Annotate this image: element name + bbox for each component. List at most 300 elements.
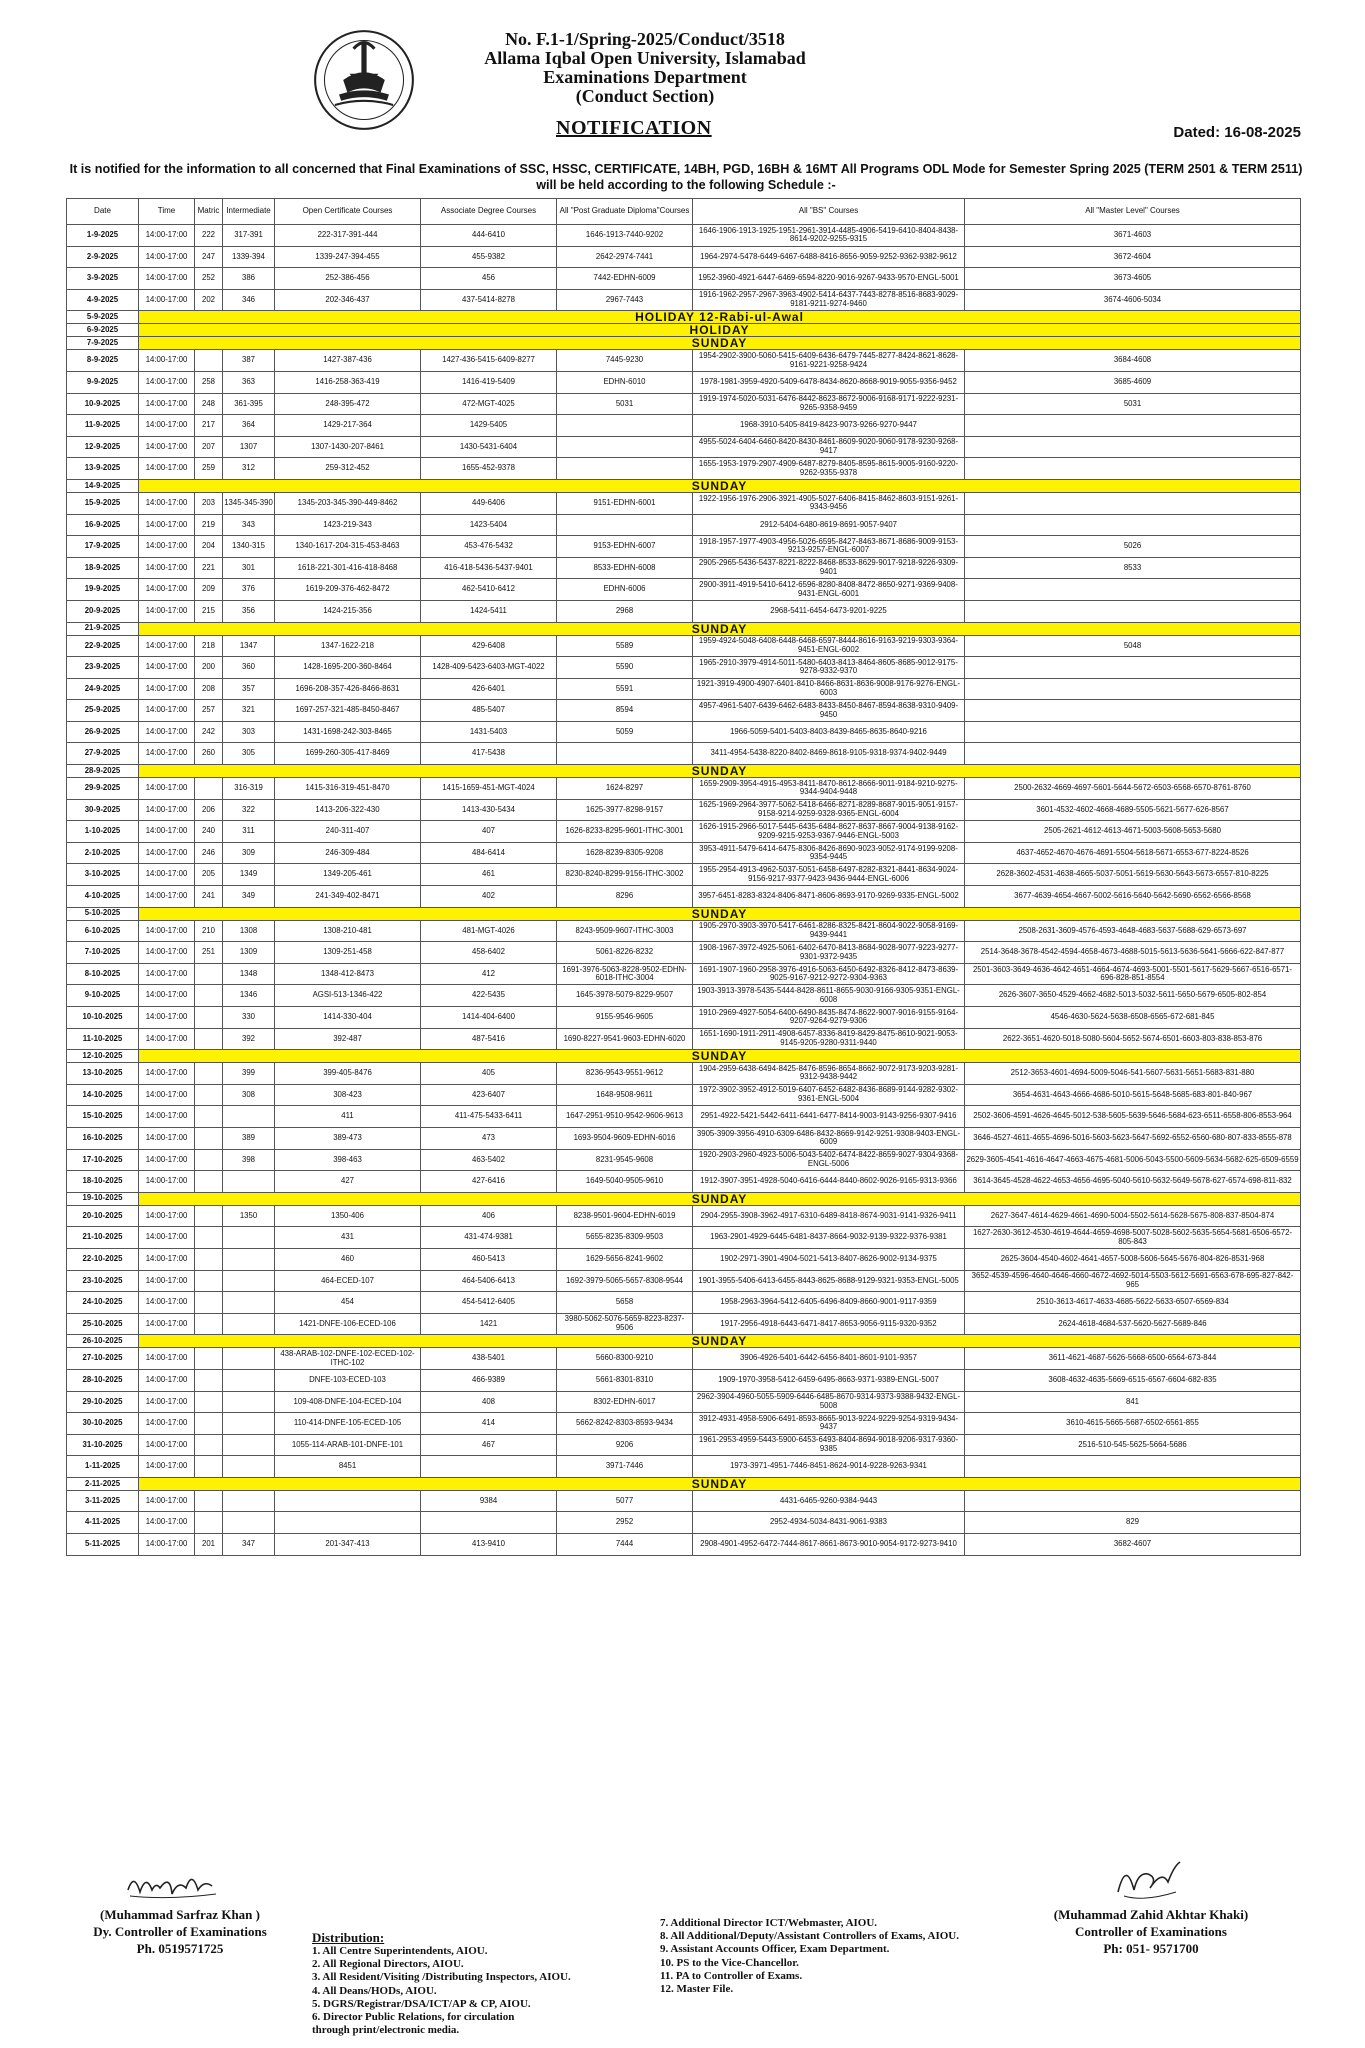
column-header: All "Post Graduate Diploma"Courses bbox=[557, 199, 693, 225]
time-cell: 14:00-17:00 bbox=[139, 678, 195, 700]
distribution-item: 4. All Deans/HODs, AIOU. bbox=[312, 1984, 437, 1997]
table-row bbox=[67, 1348, 1301, 1370]
intermediate-cell: 330 bbox=[223, 1007, 275, 1029]
date-cell: 22-10-2025 bbox=[67, 1248, 139, 1270]
matric-cell: 207 bbox=[195, 436, 223, 458]
table-row bbox=[67, 942, 1301, 964]
holiday-label: HOLIDAY 12-Rabi-ul-Awal bbox=[139, 311, 1301, 324]
bs-cell: 1919-1974-5020-5031-6476-8442-8623-8672-9006-9168-9171-9222-9231-9265-9358-9459 bbox=[693, 393, 965, 415]
date-cell: 21-9-2025 bbox=[67, 622, 139, 635]
table-row bbox=[67, 1106, 1301, 1128]
associate-degree-cell: 429-6408 bbox=[421, 635, 557, 657]
holiday-row bbox=[67, 1192, 1301, 1205]
holiday-row bbox=[67, 324, 1301, 337]
associate-degree-cell: 1427-436-5415-6409-8277 bbox=[421, 350, 557, 372]
signatory-controller bbox=[1006, 1906, 1296, 1957]
associate-degree-cell: 412 bbox=[421, 963, 557, 985]
open-certificate-cell: 8451 bbox=[275, 1456, 421, 1478]
distribution-item: 9. Assistant Accounts Officer, Exam Department. bbox=[660, 1943, 890, 1956]
table-row bbox=[67, 514, 1301, 536]
bs-cell: 3905-3909-3956-4910-6309-6486-8432-8669-9142-9251-9308-9403-ENGL-6009 bbox=[693, 1127, 965, 1149]
distribution-list-1 bbox=[312, 1945, 652, 2037]
associate-degree-cell: 423-6407 bbox=[421, 1084, 557, 1106]
time-cell: 14:00-17:00 bbox=[139, 514, 195, 536]
intermediate-cell: 1339-394 bbox=[223, 246, 275, 268]
bs-cell: 1954-2902-3900-5060-5415-6409-6436-6479-7445-8277-8424-8621-8628-9161-9221-9258-9424 bbox=[693, 350, 965, 372]
associate-degree-cell: 438-5401 bbox=[421, 1348, 557, 1370]
pgd-cell bbox=[557, 458, 693, 480]
open-certificate-cell bbox=[275, 1490, 421, 1512]
date-cell: 26-10-2025 bbox=[67, 1335, 139, 1348]
master-cell bbox=[965, 458, 1301, 480]
intermediate-cell bbox=[223, 1227, 275, 1249]
date-cell: 19-9-2025 bbox=[67, 579, 139, 601]
pgd-cell: 5031 bbox=[557, 393, 693, 415]
master-cell: 5026 bbox=[965, 536, 1301, 558]
intermediate-cell: 1340-315 bbox=[223, 536, 275, 558]
pgd-cell: 5590 bbox=[557, 657, 693, 679]
matric-cell: 203 bbox=[195, 492, 223, 514]
pgd-cell: 1691-3976-5063-8228-9502-EDHN-6018-ITHC-3004 bbox=[557, 963, 693, 985]
pgd-cell: 8238-9501-9604-EDHN-6019 bbox=[557, 1205, 693, 1227]
time-cell: 14:00-17:00 bbox=[139, 842, 195, 864]
table-row bbox=[67, 1490, 1301, 1512]
open-certificate-cell: 1348-412-8473 bbox=[275, 963, 421, 985]
date-cell: 25-9-2025 bbox=[67, 700, 139, 722]
open-certificate-cell: 1339-247-394-455 bbox=[275, 246, 421, 268]
date-cell: 11-9-2025 bbox=[67, 415, 139, 437]
table-row bbox=[67, 1434, 1301, 1456]
associate-degree-cell: 464-5406-6413 bbox=[421, 1270, 557, 1292]
pgd-cell: 1626-8233-8295-9601-ITHC-3001 bbox=[557, 821, 693, 843]
pgd-cell: 5061-8226-8232 bbox=[557, 942, 693, 964]
date-cell: 28-9-2025 bbox=[67, 765, 139, 778]
open-certificate-cell: 1424-215-356 bbox=[275, 600, 421, 622]
associate-degree-cell: 431-474-9381 bbox=[421, 1227, 557, 1249]
holiday-row bbox=[67, 479, 1301, 492]
matric-cell: 248 bbox=[195, 393, 223, 415]
associate-degree-cell: 427-6416 bbox=[421, 1171, 557, 1193]
pgd-cell: 7444 bbox=[557, 1534, 693, 1556]
distribution-item: 2. All Regional Directors, AIOU. bbox=[312, 1958, 464, 1971]
matric-cell: 241 bbox=[195, 886, 223, 908]
matric-cell: 221 bbox=[195, 557, 223, 579]
matric-cell: 260 bbox=[195, 743, 223, 765]
master-cell: 2502-3606-4591-4626-4645-5012-538-5605-5639-5646-5684-623-6511-6558-806-8553-964 bbox=[965, 1106, 1301, 1128]
matric-cell bbox=[195, 1028, 223, 1050]
associate-degree-cell: 1421 bbox=[421, 1313, 557, 1335]
distribution-item: 6. Director Public Relations, for circulation bbox=[312, 2011, 515, 2024]
notification-date: Dated: 16-08-2025 bbox=[1173, 124, 1301, 141]
master-cell: 3682-4607 bbox=[965, 1534, 1301, 1556]
column-header: Date bbox=[67, 199, 139, 225]
date-cell: 5-11-2025 bbox=[67, 1534, 139, 1556]
date-cell: 23-9-2025 bbox=[67, 657, 139, 679]
master-cell: 3610-4615-5665-5687-6502-6561-855 bbox=[965, 1413, 1301, 1435]
matric-cell bbox=[195, 1512, 223, 1534]
intermediate-cell bbox=[223, 1434, 275, 1456]
pgd-cell: 7442-EDHN-6009 bbox=[557, 268, 693, 290]
bs-cell: 3411-4954-5438-8220-8402-8469-8618-9105-9318-9374-9402-9449 bbox=[693, 743, 965, 765]
table-row bbox=[67, 600, 1301, 622]
date-cell: 1-10-2025 bbox=[67, 821, 139, 843]
time-cell: 14:00-17:00 bbox=[139, 289, 195, 311]
time-cell: 14:00-17:00 bbox=[139, 1127, 195, 1149]
bs-cell: 2952-4934-5034-8431-9061-9383 bbox=[693, 1512, 965, 1534]
matric-cell: 200 bbox=[195, 657, 223, 679]
table-row bbox=[67, 1227, 1301, 1249]
table-row bbox=[67, 579, 1301, 601]
matric-cell: 257 bbox=[195, 700, 223, 722]
intermediate-cell: 322 bbox=[223, 799, 275, 821]
time-cell: 14:00-17:00 bbox=[139, 600, 195, 622]
table-row bbox=[67, 743, 1301, 765]
matric-cell: 259 bbox=[195, 458, 223, 480]
table-row bbox=[67, 657, 1301, 679]
date-cell: 24-9-2025 bbox=[67, 678, 139, 700]
time-cell: 14:00-17:00 bbox=[139, 246, 195, 268]
pgd-cell: 3971-7446 bbox=[557, 1456, 693, 1478]
university-name: Allama Iqbal Open University, Islamabad bbox=[484, 48, 806, 68]
associate-degree-cell: 460-5413 bbox=[421, 1248, 557, 1270]
open-certificate-cell: 240-311-407 bbox=[275, 821, 421, 843]
bs-cell: 1625-1969-2964-3977-5062-5418-6466-8271-8289-8687-9015-9051-9157-9158-9214-9259-9328-9365-ENGL-6004 bbox=[693, 799, 965, 821]
bs-cell: 1905-2970-3903-3970-5417-6461-8286-8325-8421-8604-9022-9058-9169-9439-9441 bbox=[693, 920, 965, 942]
associate-degree-cell: 1430-5431-6404 bbox=[421, 436, 557, 458]
intermediate-cell: 363 bbox=[223, 371, 275, 393]
master-cell: 2514-3648-3678-4542-4594-4658-4673-4688-5015-5613-5636-5641-5666-622-847-877 bbox=[965, 942, 1301, 964]
date-cell: 18-9-2025 bbox=[67, 557, 139, 579]
associate-degree-cell: 484-6414 bbox=[421, 842, 557, 864]
matric-cell bbox=[195, 1369, 223, 1391]
date-cell: 6-9-2025 bbox=[67, 324, 139, 337]
table-row bbox=[67, 1456, 1301, 1478]
bs-cell: 1904-2959-6438-6494-8425-8476-8596-8654-8662-9072-9173-9203-9281-9312-9438-9442 bbox=[693, 1063, 965, 1085]
table-row bbox=[67, 557, 1301, 579]
table-row bbox=[67, 371, 1301, 393]
time-cell: 14:00-17:00 bbox=[139, 436, 195, 458]
master-cell bbox=[965, 743, 1301, 765]
pgd-cell: 1625-3977-8298-9157 bbox=[557, 799, 693, 821]
bs-cell: 1964-2974-5478-6449-6467-6488-8416-8656-9059-9252-9362-9382-9612 bbox=[693, 246, 965, 268]
intermediate-cell: 343 bbox=[223, 514, 275, 536]
matric-cell bbox=[195, 1007, 223, 1029]
table-row bbox=[67, 920, 1301, 942]
date-cell: 13-10-2025 bbox=[67, 1063, 139, 1085]
intermediate-cell: 392 bbox=[223, 1028, 275, 1050]
matric-cell bbox=[195, 1434, 223, 1456]
pgd-cell bbox=[557, 415, 693, 437]
holiday-row bbox=[67, 1335, 1301, 1348]
time-cell: 14:00-17:00 bbox=[139, 1106, 195, 1128]
pgd-cell: 5059 bbox=[557, 721, 693, 743]
bs-cell: 1651-1690-1911-2911-4908-6457-8336-8419-8429-8475-8610-9021-9053-9145-9205-9280-9311-9440 bbox=[693, 1028, 965, 1050]
master-cell: 2627-3647-4614-4629-4661-4690-5004-5502-5614-5628-5675-808-837-8504-874 bbox=[965, 1205, 1301, 1227]
matric-cell: 242 bbox=[195, 721, 223, 743]
date-cell: 12-9-2025 bbox=[67, 436, 139, 458]
matric-cell: 240 bbox=[195, 821, 223, 843]
intermediate-cell bbox=[223, 1413, 275, 1435]
bs-cell: 1973-3971-4951-7446-8451-8624-9014-9228-9263-9341 bbox=[693, 1456, 965, 1478]
time-cell: 14:00-17:00 bbox=[139, 1028, 195, 1050]
time-cell: 14:00-17:00 bbox=[139, 458, 195, 480]
department-name: Examinations Department bbox=[543, 67, 747, 87]
date-cell: 29-9-2025 bbox=[67, 778, 139, 800]
column-header: Time bbox=[139, 199, 195, 225]
pgd-cell: 9151-EDHN-6001 bbox=[557, 492, 693, 514]
associate-degree-cell: 402 bbox=[421, 886, 557, 908]
time-cell: 14:00-17:00 bbox=[139, 350, 195, 372]
pgd-cell: 5589 bbox=[557, 635, 693, 657]
intermediate-cell: 308 bbox=[223, 1084, 275, 1106]
reference-number: No. F.1-1/Spring-2025/Conduct/3518 bbox=[505, 29, 785, 49]
pgd-cell: 8236-9543-9551-9612 bbox=[557, 1063, 693, 1085]
time-cell: 14:00-17:00 bbox=[139, 579, 195, 601]
table-row bbox=[67, 985, 1301, 1007]
bs-cell: 1909-1970-3958-5412-6459-6495-8663-9371-9389-ENGL-5007 bbox=[693, 1369, 965, 1391]
matric-cell bbox=[195, 1227, 223, 1249]
date-cell: 13-9-2025 bbox=[67, 458, 139, 480]
table-row bbox=[67, 1205, 1301, 1227]
associate-degree-cell: 1431-5403 bbox=[421, 721, 557, 743]
bs-cell: 1916-1962-2957-2967-3963-4902-5414-6437-7443-8278-8516-8683-9029-9181-9211-9274-9460 bbox=[693, 289, 965, 311]
master-cell: 3677-4639-4654-4667-5002-5616-5640-5642-5690-6562-6566-8568 bbox=[965, 886, 1301, 908]
time-cell: 14:00-17:00 bbox=[139, 492, 195, 514]
master-cell bbox=[965, 436, 1301, 458]
table-row bbox=[67, 246, 1301, 268]
table-row bbox=[67, 864, 1301, 886]
pgd-cell: 1629-5656-8241-9602 bbox=[557, 1248, 693, 1270]
open-certificate-cell: 460 bbox=[275, 1248, 421, 1270]
open-certificate-cell: 454 bbox=[275, 1292, 421, 1314]
associate-degree-cell: 1414-404-6400 bbox=[421, 1007, 557, 1029]
open-certificate-cell: 1415-316-319-451-8470 bbox=[275, 778, 421, 800]
bs-cell: 1655-1953-1979-2907-4909-6487-8279-8405-8595-8615-9005-9160-9220-9262-9355-9378 bbox=[693, 458, 965, 480]
master-cell: 2625-3604-4540-4602-4641-4657-5008-5606-5645-5676-804-826-8531-968 bbox=[965, 1248, 1301, 1270]
date-cell: 2-11-2025 bbox=[67, 1477, 139, 1490]
pgd-cell: 8296 bbox=[557, 886, 693, 908]
holiday-row bbox=[67, 907, 1301, 920]
date-cell: 25-10-2025 bbox=[67, 1313, 139, 1335]
intermediate-cell: 305 bbox=[223, 743, 275, 765]
intermediate-cell: 389 bbox=[223, 1127, 275, 1149]
open-certificate-cell: 398-463 bbox=[275, 1149, 421, 1171]
bs-cell: 1901-3955-5406-6413-6455-8443-8625-8688-9129-9321-9353-ENGL-5005 bbox=[693, 1270, 965, 1292]
bs-cell: 3912-4931-4958-5906-6491-8593-8665-9013-9224-9229-9254-9319-9434-9437 bbox=[693, 1413, 965, 1435]
time-cell: 14:00-17:00 bbox=[139, 721, 195, 743]
matric-cell bbox=[195, 778, 223, 800]
associate-degree-cell: 463-5402 bbox=[421, 1149, 557, 1171]
master-cell: 841 bbox=[965, 1391, 1301, 1413]
date-cell: 4-11-2025 bbox=[67, 1512, 139, 1534]
bs-cell: 2968-5411-6454-6473-9201-9225 bbox=[693, 600, 965, 622]
time-cell: 14:00-17:00 bbox=[139, 1313, 195, 1335]
distribution-item: through print/electronic media. bbox=[312, 2024, 460, 2037]
date-cell: 7-10-2025 bbox=[67, 942, 139, 964]
date-cell: 15-9-2025 bbox=[67, 492, 139, 514]
matric-cell bbox=[195, 1313, 223, 1335]
associate-degree-cell: 417-5438 bbox=[421, 743, 557, 765]
matric-cell bbox=[195, 1413, 223, 1435]
master-cell bbox=[965, 600, 1301, 622]
associate-degree-cell: 454-5412-6405 bbox=[421, 1292, 557, 1314]
table-row bbox=[67, 1512, 1301, 1534]
intermediate-cell: 399 bbox=[223, 1063, 275, 1085]
open-certificate-cell: 246-309-484 bbox=[275, 842, 421, 864]
associate-degree-cell: 1428-409-5423-6403-MGT-4022 bbox=[421, 657, 557, 679]
date-cell: 10-9-2025 bbox=[67, 393, 139, 415]
holiday-label: HOLIDAY bbox=[139, 324, 1301, 337]
pgd-cell: 2968 bbox=[557, 600, 693, 622]
bs-cell: 1968-3910-5405-8419-8423-9073-9266-9270-9447 bbox=[693, 415, 965, 437]
pgd-cell: 5655-8235-8309-9503 bbox=[557, 1227, 693, 1249]
column-header: Associate Degree Courses bbox=[421, 199, 557, 225]
pgd-cell: 1624-8297 bbox=[557, 778, 693, 800]
date-cell: 28-10-2025 bbox=[67, 1369, 139, 1391]
date-cell: 22-9-2025 bbox=[67, 635, 139, 657]
pgd-cell: 1690-8227-9541-9603-EDHN-6020 bbox=[557, 1028, 693, 1050]
time-cell: 14:00-17:00 bbox=[139, 1434, 195, 1456]
open-certificate-cell: 389-473 bbox=[275, 1127, 421, 1149]
master-cell bbox=[965, 415, 1301, 437]
time-cell: 14:00-17:00 bbox=[139, 1205, 195, 1227]
distribution-item: 10. PS to the Vice-Chancellor. bbox=[660, 1956, 799, 1969]
time-cell: 14:00-17:00 bbox=[139, 635, 195, 657]
intermediate-cell bbox=[223, 1456, 275, 1478]
master-cell: 2512-3653-4601-4694-5009-5046-541-5607-5631-5651-5683-831-880 bbox=[965, 1063, 1301, 1085]
time-cell: 14:00-17:00 bbox=[139, 963, 195, 985]
open-certificate-cell: 1423-219-343 bbox=[275, 514, 421, 536]
pgd-cell: 5658 bbox=[557, 1292, 693, 1314]
bs-cell: 1959-4924-5048-6408-6448-6468-6597-8444-8616-9163-9219-9303-9364-9451-ENGL-6002 bbox=[693, 635, 965, 657]
bs-cell: 1912-3907-3951-4928-5040-6416-6444-8440-8602-9026-9165-9313-9366 bbox=[693, 1171, 965, 1193]
bs-cell: 2962-3904-4960-5055-5909-6446-6485-8670-9314-9373-9388-9432-ENGL-5008 bbox=[693, 1391, 965, 1413]
pgd-cell: 5662-8242-8303-8593-9434 bbox=[557, 1413, 693, 1435]
time-cell: 14:00-17:00 bbox=[139, 1391, 195, 1413]
associate-degree-cell: 407 bbox=[421, 821, 557, 843]
open-certificate-cell: AGSI-513-1346-422 bbox=[275, 985, 421, 1007]
table-row bbox=[67, 1413, 1301, 1435]
pgd-cell: 8533-EDHN-6008 bbox=[557, 557, 693, 579]
pgd-cell bbox=[557, 514, 693, 536]
intermediate-cell: 316-319 bbox=[223, 778, 275, 800]
open-certificate-cell: 1350-406 bbox=[275, 1205, 421, 1227]
table-row bbox=[67, 1127, 1301, 1149]
time-cell: 14:00-17:00 bbox=[139, 942, 195, 964]
signatory-phone: Ph. 0519571725 bbox=[136, 1941, 224, 1956]
bs-cell: 1646-1906-1913-1925-1951-2961-3914-4485-4906-5419-6410-8404-8438-8614-9202-9255-9315 bbox=[693, 225, 965, 247]
table-row bbox=[67, 268, 1301, 290]
associate-degree-cell: 1429-5405 bbox=[421, 415, 557, 437]
pgd-cell bbox=[557, 436, 693, 458]
bs-cell: 2904-2955-3908-3962-4917-6310-6489-8418-8674-9031-9141-9326-9411 bbox=[693, 1205, 965, 1227]
master-cell: 2500-2632-4669-4697-5601-5644-5672-6503-6568-6570-8761-8760 bbox=[965, 778, 1301, 800]
open-certificate-cell: 1428-1695-200-360-8464 bbox=[275, 657, 421, 679]
time-cell: 14:00-17:00 bbox=[139, 1248, 195, 1270]
time-cell: 14:00-17:00 bbox=[139, 1413, 195, 1435]
pgd-cell: 1645-3978-5079-8229-9507 bbox=[557, 985, 693, 1007]
open-certificate-cell: 252-386-456 bbox=[275, 268, 421, 290]
time-cell: 14:00-17:00 bbox=[139, 1456, 195, 1478]
matric-cell: 205 bbox=[195, 864, 223, 886]
table-row bbox=[67, 886, 1301, 908]
master-cell bbox=[965, 721, 1301, 743]
open-certificate-cell: 1431-1698-242-303-8465 bbox=[275, 721, 421, 743]
date-cell: 8-10-2025 bbox=[67, 963, 139, 985]
date-cell: 14-9-2025 bbox=[67, 479, 139, 492]
distribution-list-2 bbox=[660, 1917, 1020, 1996]
pgd-cell: 9153-EDHN-6007 bbox=[557, 536, 693, 558]
master-cell: 3654-4631-4643-4666-4686-5010-5615-5648-5685-683-801-840-967 bbox=[965, 1084, 1301, 1106]
associate-degree-cell: 408 bbox=[421, 1391, 557, 1413]
exam-schedule-table bbox=[66, 198, 1301, 1556]
time-cell: 14:00-17:00 bbox=[139, 886, 195, 908]
time-cell: 14:00-17:00 bbox=[139, 1084, 195, 1106]
holiday-label: SUNDAY bbox=[139, 1477, 1301, 1490]
bs-cell: 1626-1915-2966-5017-5445-6435-6484-8627-8637-8667-9004-9138-9162-9209-9215-9253-9367-9446-ENGL-5003 bbox=[693, 821, 965, 843]
matric-cell: 210 bbox=[195, 920, 223, 942]
associate-degree-cell: 481-MGT-4026 bbox=[421, 920, 557, 942]
time-cell: 14:00-17:00 bbox=[139, 743, 195, 765]
pgd-cell: 8231-9545-9608 bbox=[557, 1149, 693, 1171]
bs-cell: 1955-2954-4913-4962-5037-5051-6458-6497-8282-8321-8441-8634-9024-9156-9217-9377-9423-9436-9444-ENGL-6006 bbox=[693, 864, 965, 886]
signatory-title: Controller of Examinations bbox=[1075, 1924, 1227, 1939]
master-cell: 5048 bbox=[965, 635, 1301, 657]
signatory-title: Dy. Controller of Examinations bbox=[93, 1924, 267, 1939]
signatory-deputy-controller bbox=[70, 1906, 290, 1957]
associate-degree-cell: 487-5416 bbox=[421, 1028, 557, 1050]
time-cell: 14:00-17:00 bbox=[139, 557, 195, 579]
bs-cell: 1978-1981-3959-4920-5409-6478-8434-8620-8668-9019-9055-9356-9452 bbox=[693, 371, 965, 393]
associate-degree-cell: 1655-452-9378 bbox=[421, 458, 557, 480]
master-cell: 3671-4603 bbox=[965, 225, 1301, 247]
intermediate-cell: 398 bbox=[223, 1149, 275, 1171]
date-cell: 2-9-2025 bbox=[67, 246, 139, 268]
intermediate-cell bbox=[223, 1313, 275, 1335]
date-cell: 11-10-2025 bbox=[67, 1028, 139, 1050]
table-row bbox=[67, 721, 1301, 743]
matric-cell bbox=[195, 1270, 223, 1292]
date-cell: 31-10-2025 bbox=[67, 1434, 139, 1456]
date-cell: 10-10-2025 bbox=[67, 1007, 139, 1029]
master-cell: 2629-3605-4541-4616-4647-4663-4675-4681-5006-5043-5500-5609-5634-5682-625-6509-6559 bbox=[965, 1149, 1301, 1171]
table-row bbox=[67, 1028, 1301, 1050]
intermediate-cell: 364 bbox=[223, 415, 275, 437]
time-cell: 14:00-17:00 bbox=[139, 864, 195, 886]
holiday-row bbox=[67, 622, 1301, 635]
bs-cell: 1902-2971-3901-4904-5021-5413-8407-8626-9002-9134-9375 bbox=[693, 1248, 965, 1270]
matric-cell bbox=[195, 1171, 223, 1193]
table-row bbox=[67, 1369, 1301, 1391]
matric-cell bbox=[195, 1205, 223, 1227]
associate-degree-cell: 455-9382 bbox=[421, 246, 557, 268]
matric-cell bbox=[195, 1106, 223, 1128]
associate-degree-cell: 411-475-5433-6411 bbox=[421, 1106, 557, 1128]
open-certificate-cell: 1427-387-436 bbox=[275, 350, 421, 372]
date-cell: 1-9-2025 bbox=[67, 225, 139, 247]
column-header: Matric bbox=[195, 199, 223, 225]
matric-cell bbox=[195, 1248, 223, 1270]
master-cell: 3684-4608 bbox=[965, 350, 1301, 372]
table-row bbox=[67, 289, 1301, 311]
open-certificate-cell: 1055-114-ARAB-101-DNFE-101 bbox=[275, 1434, 421, 1456]
table-row bbox=[67, 963, 1301, 985]
date-cell: 16-10-2025 bbox=[67, 1127, 139, 1149]
pgd-cell: 8243-9509-9607-ITHC-3003 bbox=[557, 920, 693, 942]
intermediate-cell: 317-391 bbox=[223, 225, 275, 247]
open-certificate-cell: 1421-DNFE-106-ECED-106 bbox=[275, 1313, 421, 1335]
open-certificate-cell: 248-395-472 bbox=[275, 393, 421, 415]
